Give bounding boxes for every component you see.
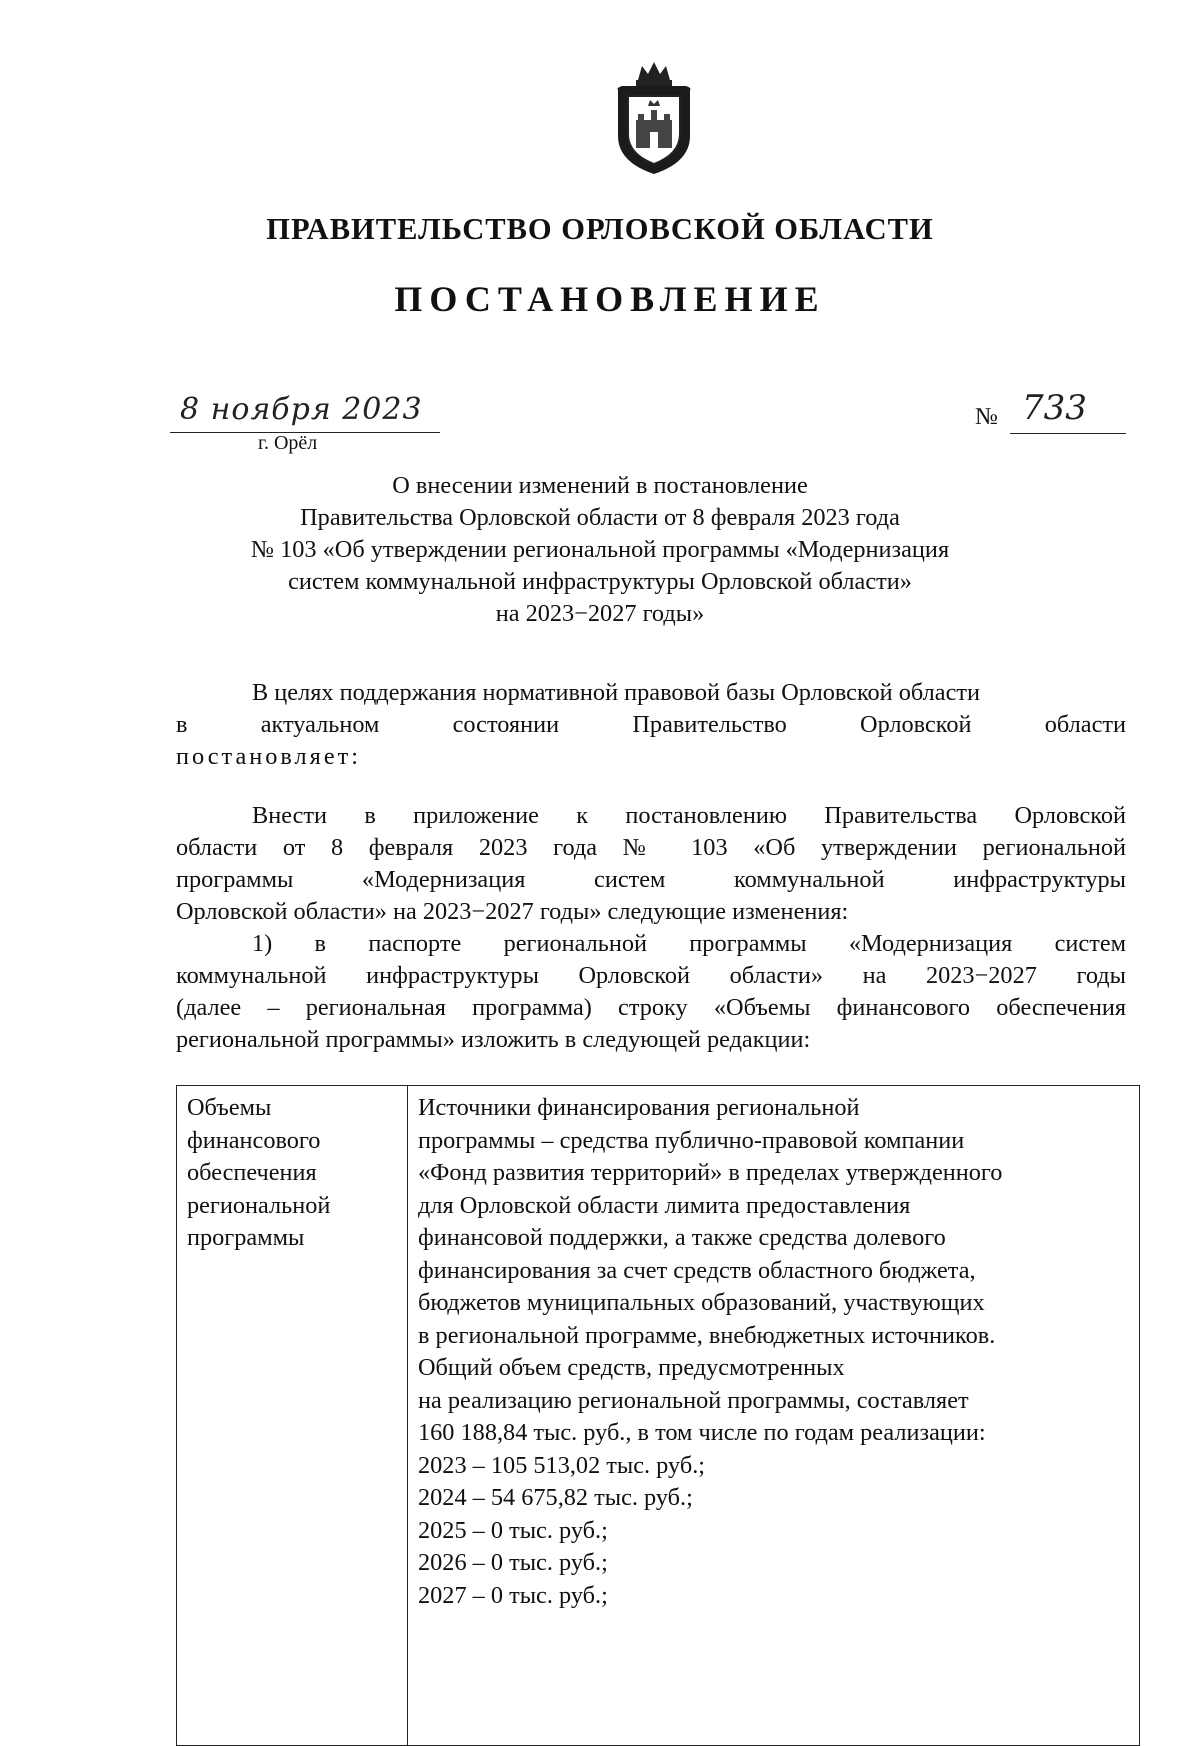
body-line: региональной программы» изложить в следующей редакции: [176,1026,811,1053]
table-cell-content [408,1086,1140,1746]
cell-line: 2027 – 0 тыс. руб.; [418,1581,608,1609]
subject-line: Правительства Орловской области от 8 февраля 2023 года [300,504,900,531]
cell-line: региональной [187,1191,331,1219]
cell-line: «Фонд развития территорий» в пределах утвержденного [418,1159,1003,1186]
body-line: коммунальной инфраструктуры Орловской области» на 2023−2027 годы [176,962,1126,989]
handwritten-number: 733 [1022,388,1087,428]
cell-line: бюджетов муниципальных образований, участвующих [418,1289,985,1316]
cell-line: 2023 – 105 513,02 тыс. руб.; [418,1451,706,1479]
preamble-resolves: постановляет: [176,743,361,770]
cell-line: 160 188,84 тыс. руб., в том числе по годам реализации: [418,1419,986,1446]
document-subject [150,470,1050,630]
cell-line: Общий объем средств, предусмотренных [418,1354,845,1381]
subject-line: № 103 «Об утверждении региональной программы «Модернизация [250,536,950,563]
cell-line: 2024 – 54 675,82 тыс. руб.; [418,1484,693,1511]
body-line: Внести в приложение к постановлению Правительства Орловской [252,802,1126,829]
body-line: (далее – региональная программа) строку «Объемы финансового обеспечения [176,994,1126,1021]
body-paragraph-1 [176,800,1126,928]
preamble-line: в актуальном состоянии Правительство Орловской области [176,711,1126,738]
cell-line: 2025 – 0 тыс. руб.; [418,1516,608,1544]
number-underline [1010,433,1126,434]
body-line: области от 8 февраля 2023 года № 103 «Об утверждении региональной [176,834,1126,861]
cell-line: на реализацию региональной программы, составляет [418,1386,969,1414]
cell-line: финансового [187,1126,321,1154]
body-line: программы «Модернизация систем коммунальной инфраструктуры [176,866,1126,893]
coat-of-arms-emblem-icon [612,58,696,176]
preamble-line: В целях поддержания нормативной правовой базы Орловской области [252,679,980,706]
cell-line: Объемы [187,1094,272,1121]
city-label: г. Орёл [258,432,318,454]
cell-line: в региональной программе, внебюджетных источников. [418,1321,996,1349]
table-cell-heading [177,1086,408,1746]
body-paragraph-2 [176,928,1126,1056]
table-row [177,1086,1140,1746]
cell-line: Источники финансирования региональной [418,1094,860,1121]
body-line: 1) в паспорте региональной программы «Модернизация систем [252,930,1126,957]
cell-line: обеспечения [187,1159,317,1186]
body-line: Орловской области» на 2023−2027 годы» следующие изменения: [176,898,849,925]
preamble-paragraph [176,677,1126,773]
cell-line: финансирования за счет средств областного бюджета, [418,1256,976,1284]
cell-line: финансовой поддержки, а также средства долевого [418,1224,946,1251]
subject-line: на 2023−2027 годы» [495,600,705,627]
cell-line: 2026 – 0 тыс. руб.; [418,1549,608,1576]
handwritten-date: 8 ноября 2023 [180,392,423,427]
subject-line: систем коммунальной инфраструктуры Орловской области» [288,568,912,595]
number-label: № [975,404,998,430]
document-type-title: ПОСТАНОВЛЕНИЕ [394,279,826,319]
cell-line: для Орловской области лимита предоставления [418,1191,911,1219]
organization-title: ПРАВИТЕЛЬСТВО ОРЛОВСКОЙ ОБЛАСТИ [266,212,934,246]
cell-line: программы [187,1224,305,1251]
subject-line: О внесении изменений в постановление [392,472,808,499]
cell-line: программы – средства публично-правовой компании [418,1126,965,1154]
financing-passport-table [176,1085,1140,1746]
